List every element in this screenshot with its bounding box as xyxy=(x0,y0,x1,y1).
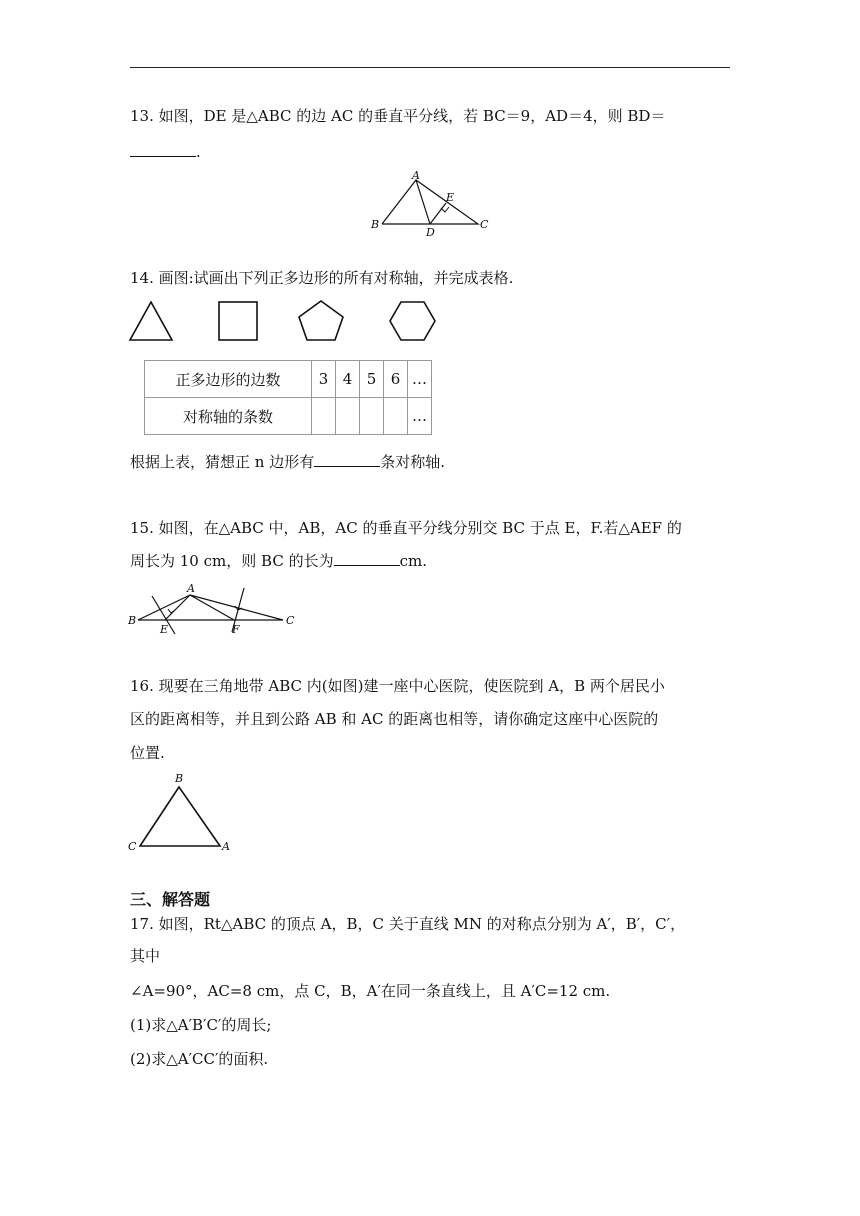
q13-figure xyxy=(368,170,488,240)
q15-label-C: C xyxy=(286,614,295,627)
table-row xyxy=(145,361,432,398)
q16-line3: 位置. xyxy=(130,744,165,762)
q13-label-A: A xyxy=(412,169,420,182)
table-answer-cell[interactable] xyxy=(360,398,384,435)
q17-line4: (1)求△A′B′C′的周长; xyxy=(130,1016,272,1034)
pentagon-shape xyxy=(299,301,343,340)
q13-line2-tail: . xyxy=(196,143,201,161)
q16-label-C: C xyxy=(128,840,137,853)
q15-line2 xyxy=(130,551,427,571)
q17-line2: 其中 xyxy=(130,947,161,965)
q15-right-angle-mark-1 xyxy=(168,609,175,613)
q13-line1: 13. 如图，DE 是△ABC 的边 AC 的垂直平分线，若 BC＝9，AD＝4，则 BD＝ xyxy=(130,107,666,125)
q14-conclusion-head: 根据上表，猜想正 n 边形有 xyxy=(130,453,315,471)
table-answer-cell[interactable] xyxy=(384,398,408,435)
table-cell: … xyxy=(408,361,432,398)
q14-polygons xyxy=(128,298,448,348)
q14-conclusion xyxy=(130,452,445,472)
table-row1-label: 正多边形的边数 xyxy=(145,361,312,398)
hexagon-shape xyxy=(390,302,435,340)
header-rule xyxy=(130,67,730,68)
q13-label-D: D xyxy=(426,226,435,239)
table-answer-cell[interactable] xyxy=(312,398,336,435)
q14-table xyxy=(144,360,432,435)
q15-label-E: E xyxy=(160,623,169,636)
q15-line1: 15. 如图，在△ABC 中，AB，AC 的垂直平分线分别交 BC 于点 E，F.若△AEF 的 xyxy=(130,519,682,537)
q15-answer-blank[interactable] xyxy=(334,551,400,566)
q15-segment-AE xyxy=(165,595,190,620)
q17-line5: (2)求△A′CC′的面积. xyxy=(130,1050,269,1068)
q15-segment-AF xyxy=(190,595,234,620)
square-shape xyxy=(219,302,257,340)
q16-label-A: A xyxy=(222,840,230,853)
q13-triangle xyxy=(382,180,478,224)
q15-label-F: F xyxy=(232,623,240,636)
q14-answer-blank[interactable] xyxy=(314,452,380,467)
table-answer-cell[interactable] xyxy=(336,398,360,435)
q13-label-B: B xyxy=(371,218,380,231)
table-cell: 6 xyxy=(384,361,408,398)
q15-label-A: A xyxy=(187,582,195,595)
table-cell: 3 xyxy=(312,361,336,398)
q13-segment-AD xyxy=(416,180,430,224)
table-row2-label: 对称轴的条数 xyxy=(145,398,312,435)
table-cell: 4 xyxy=(336,361,360,398)
q16-label-B: B xyxy=(175,772,184,785)
q13-label-E: E xyxy=(446,191,455,204)
q16-line1: 16. 现要在三角地带 ABC 内(如图)建一座中心医院，使医院到 A，B 两个居民小 xyxy=(130,677,665,695)
q14-conclusion-tail: 条对称轴. xyxy=(380,453,445,471)
q17-line1: 17. 如图，Rt△ABC 的顶点 A，B，C 关于直线 MN 的对称点分别为 A′，B′，C′， xyxy=(130,915,686,933)
q17-line3: ∠A=90°，AC=8 cm，点 C，B，A′在同一条直线上，且 A′C=12 cm. xyxy=(130,982,611,1000)
q15-label-B: B xyxy=(128,614,137,627)
q15-figure xyxy=(128,584,303,634)
section-heading: 三、解答题 xyxy=(130,890,211,909)
table-cell: 5 xyxy=(360,361,384,398)
q15-line2-head: 周长为 10 cm，则 BC 的长为 xyxy=(130,552,334,570)
table-cell: … xyxy=(408,398,432,435)
q16-line2: 区的距离相等，并且到公路 AB 和 AC 的距离也相等，请你确定这座中心医院的 xyxy=(130,710,659,728)
q13-segment-DE xyxy=(430,203,446,224)
q14-line1: 14. 画图:试画出下列正多边形的所有对称轴，并完成表格. xyxy=(130,269,514,287)
q15-line2-tail: cm. xyxy=(399,552,427,570)
q16-triangle xyxy=(140,787,220,846)
triangle-shape xyxy=(130,302,172,340)
q13-answer-blank[interactable] xyxy=(130,142,196,157)
table-row xyxy=(145,398,432,435)
q13-label-C: C xyxy=(480,218,489,231)
q13-line2 xyxy=(130,142,201,162)
q16-figure xyxy=(126,770,236,855)
